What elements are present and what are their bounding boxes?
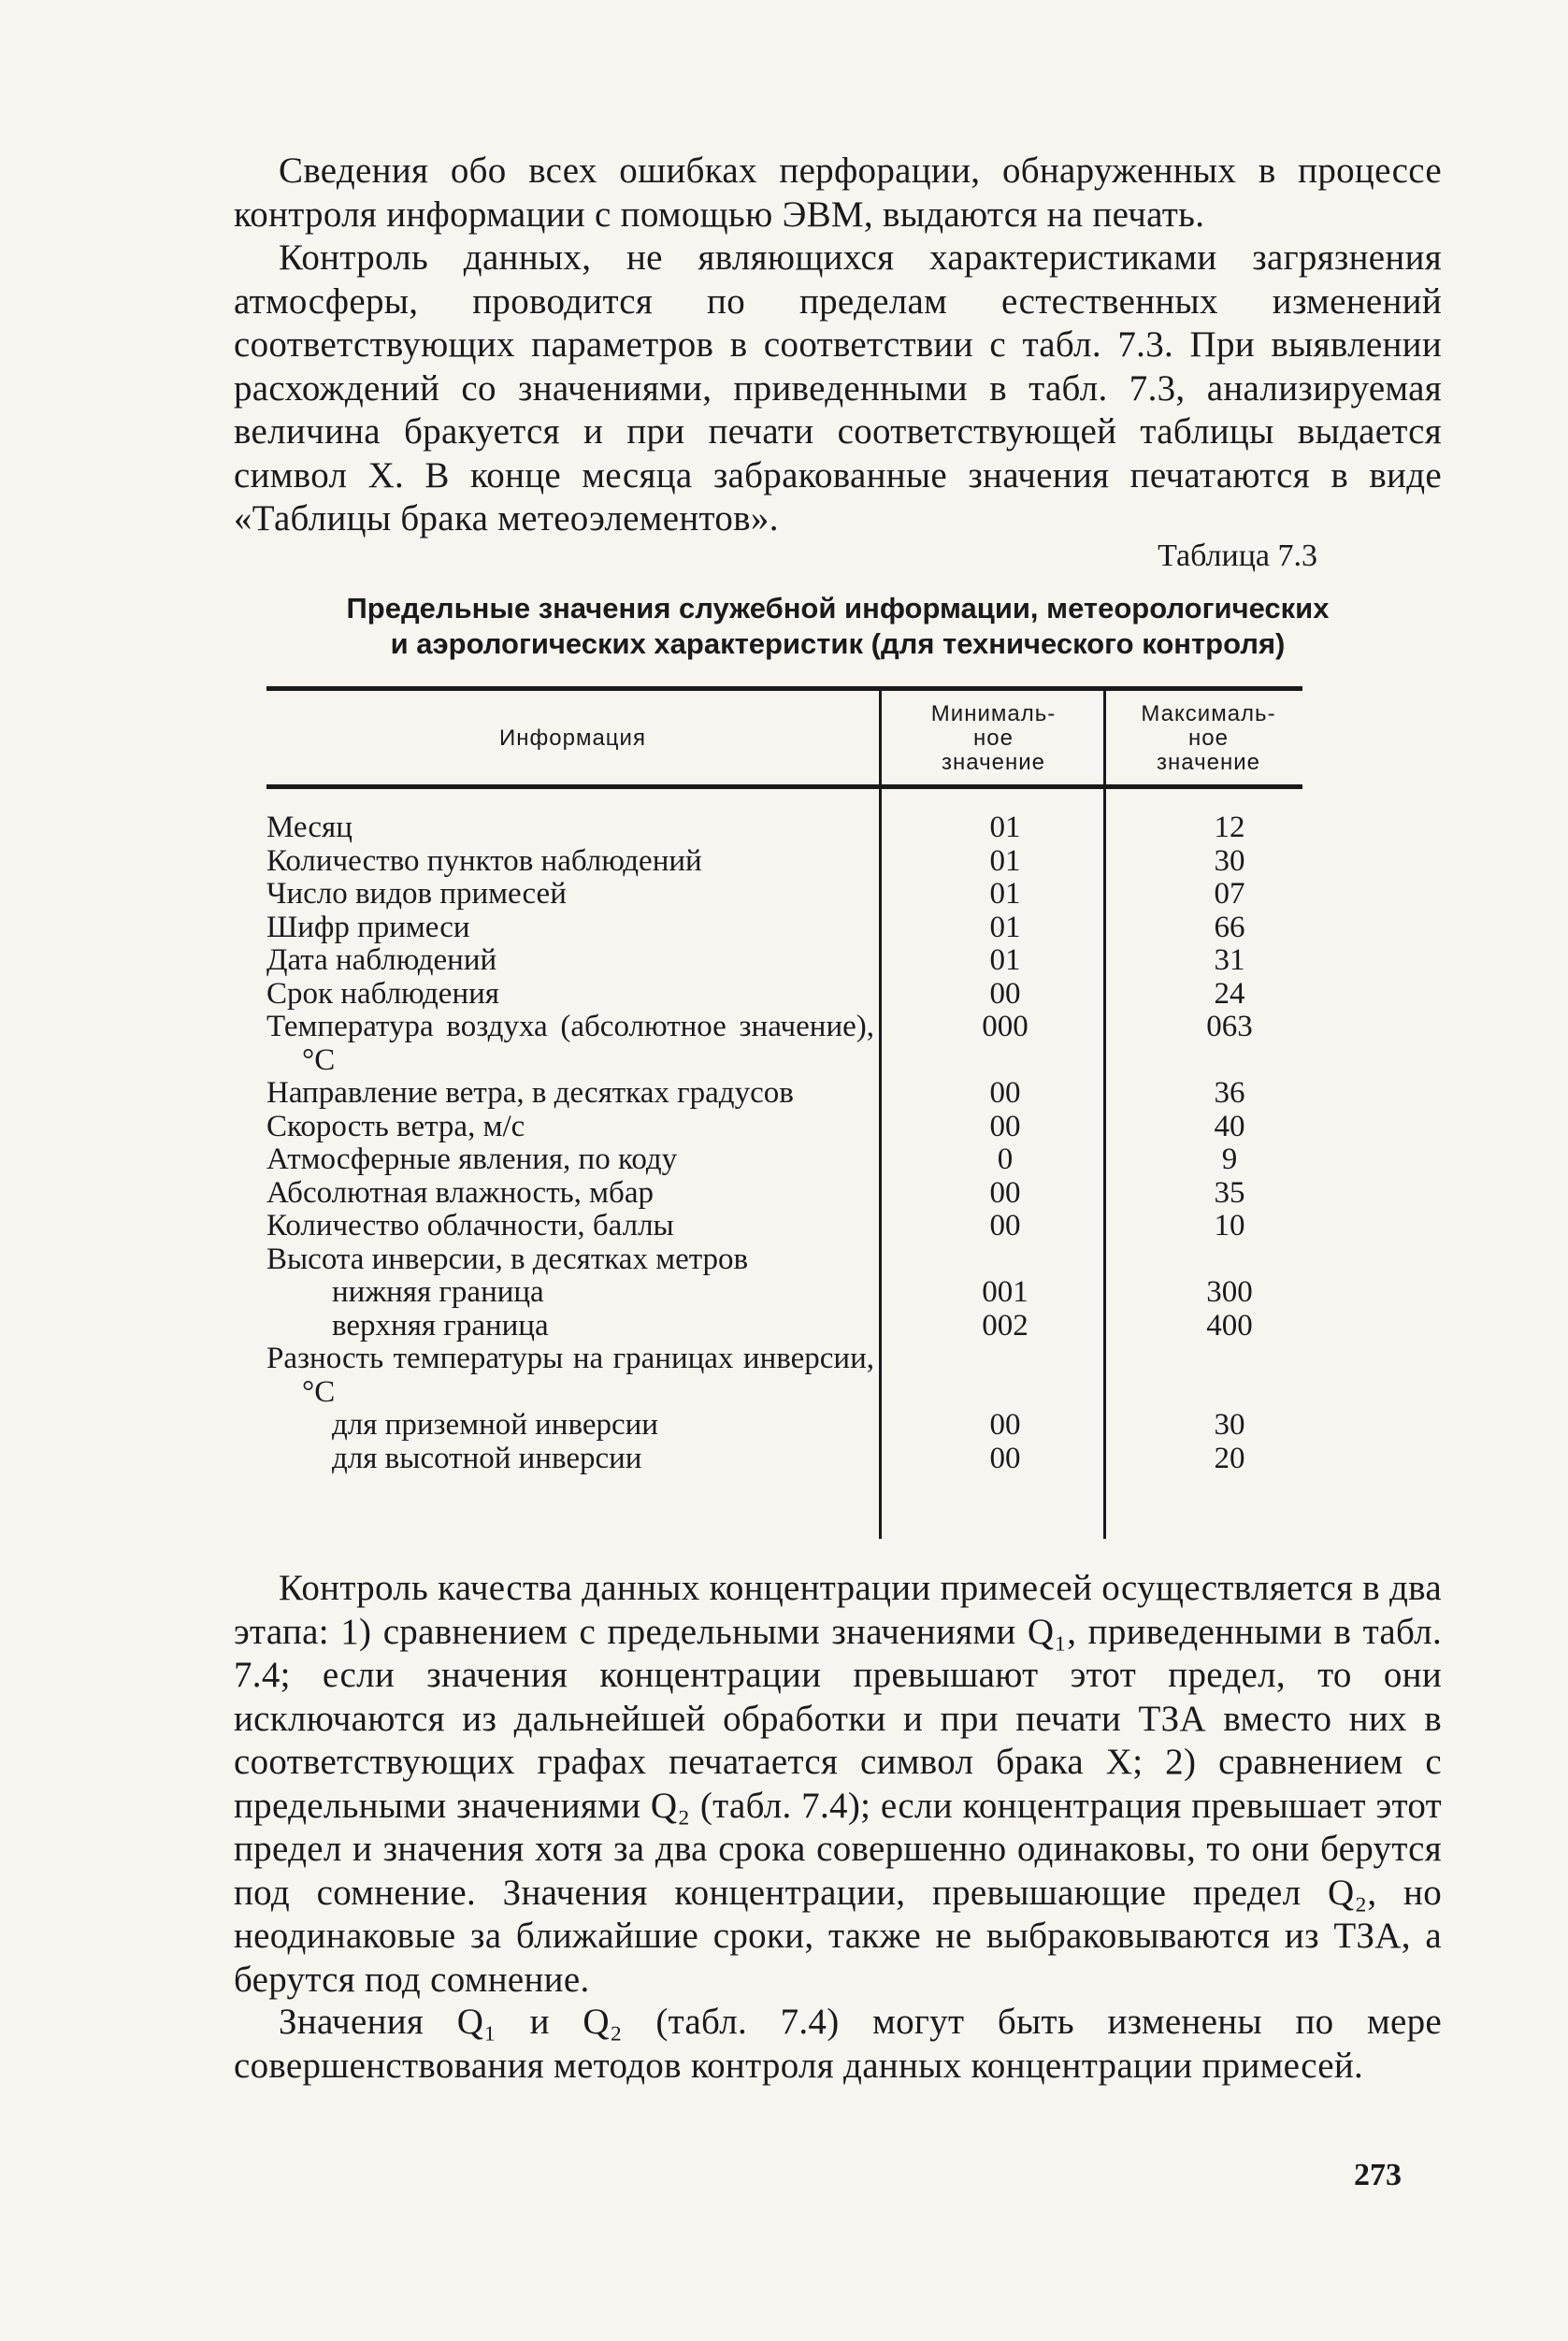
- row-min: 00: [989, 1175, 1021, 1210]
- row-min: 00: [989, 1209, 1021, 1242]
- paragraph-q-values: Значения Q₁ и Q₂ (табл. 7.4) могут быть изменены по мере совершенствования методов контроля данных концентрации примесей.: [234, 2002, 1442, 2086]
- header-info: Информация: [499, 725, 646, 751]
- row-max: 12: [1214, 811, 1245, 844]
- row-min: 00: [989, 1441, 1021, 1475]
- row-max: 30: [1214, 843, 1245, 878]
- table-row: [266, 944, 1302, 978]
- row-max: 40: [1214, 1109, 1245, 1143]
- table-row: [266, 1111, 1302, 1144]
- row-info: Число видов примесей: [266, 877, 567, 911]
- paragraph-concentration-control: Контроль качества данных концентрации примесей осуществляется в два этапа: 1) сравнением с предельными значениями Q₁, приведенными в табл. 7.4; если значения концентрации превышают этот предел, то они исключаются из дальнейшей обработки и при печати ТЗА вместо них в соответствующих графах печатается символ брака X; 2) сравнением с предельными значениями Q₂ (табл. 7.4); если концентрация превышает этот предел и значения хотя за два срока совершенно одинаковы, то они берутся под сомнение. Значения концентрации, превышающие предел Q₂, но неодинаковые за ближайшие сроки, также не выбраковываются из ТЗА, а берутся под сомнение.: [234, 1568, 1442, 2000]
- row-max: 30: [1214, 1408, 1245, 1442]
- table-top-rule: [266, 686, 1302, 691]
- row-info: Атмосферные явления, по коду: [266, 1142, 678, 1176]
- row-max: 300: [1206, 1275, 1253, 1309]
- header-max-text: Максималь-ное значение: [1141, 701, 1276, 775]
- table-row: [266, 1011, 1302, 1077]
- row-max: 20: [1214, 1441, 1245, 1475]
- row-min: 01: [989, 843, 1021, 878]
- row-info: Дата наблюдений: [266, 943, 497, 977]
- row-info: для приземной инверсии: [332, 1408, 658, 1442]
- header-max: [1113, 696, 1304, 782]
- table-row: [266, 1177, 1302, 1211]
- row-min: 00: [989, 1109, 1021, 1143]
- row-info: Срок наблюдения: [266, 976, 499, 1011]
- table-row: [266, 845, 1302, 879]
- table-row: [266, 978, 1302, 1012]
- row-info: Температура воздуха (абсолютное значение), °С: [266, 1010, 874, 1077]
- row-max: 36: [1214, 1076, 1245, 1110]
- page-number: 273: [1354, 2158, 1402, 2192]
- row-info: Шифр примеси: [266, 910, 470, 944]
- row-info: верхняя граница: [332, 1308, 549, 1343]
- table-row: [266, 878, 1302, 912]
- row-min: 00: [989, 976, 1021, 1011]
- row-info: Количество пунктов наблюдений: [266, 843, 702, 878]
- row-min: 01: [989, 811, 1021, 844]
- row-max: 400: [1206, 1308, 1253, 1343]
- row-min: 002: [982, 1308, 1029, 1343]
- row-max: 24: [1214, 976, 1245, 1011]
- row-min: 000: [982, 1010, 1029, 1043]
- row-info: Разность температуры на границах инверсии, °С: [266, 1342, 874, 1409]
- table-row: [266, 1276, 1302, 1310]
- table-body: [266, 811, 1302, 1475]
- row-info: Скорость ветра, м/с: [266, 1109, 525, 1143]
- row-max: 9: [1221, 1142, 1238, 1176]
- row-max: 66: [1214, 910, 1245, 944]
- row-min: 00: [989, 1408, 1021, 1442]
- table-title-line-2: и аэрологических характеристик (для технического контроля): [390, 627, 1286, 660]
- row-info: Абсолютная влажность, мбар: [266, 1175, 654, 1210]
- row-info: Направление ветра, в десятках градусов: [266, 1076, 794, 1110]
- row-max: 31: [1214, 943, 1245, 977]
- table-title-line-1: Предельные значения служебной информации, метеорологических: [346, 592, 1330, 625]
- table-row: [266, 1343, 1302, 1409]
- row-info: Количество облачности, баллы: [266, 1209, 674, 1242]
- row-info: для высотной инверсии: [332, 1441, 642, 1475]
- row-min: 01: [989, 943, 1021, 977]
- table-row: [266, 1409, 1302, 1443]
- row-min: 001: [982, 1275, 1029, 1309]
- row-min: 00: [989, 1076, 1021, 1110]
- table-label: Таблица 7.3: [1158, 539, 1317, 573]
- row-max: 07: [1214, 877, 1245, 911]
- row-max: 35: [1214, 1175, 1245, 1210]
- table-row: [266, 1243, 1302, 1277]
- row-info: нижняя граница: [332, 1275, 544, 1309]
- table-row: [266, 1210, 1302, 1243]
- paragraph-data-control: Контроль данных, не являющихся характеристиками загрязнения атмосферы, проводится по пределам естественных изменений соответствующих параметров в соответствии с табл. 7.3. При выявлении расхождений со значениями, приведенными в табл. 7.3, анализируемая величина бракуется и при печати соответствующей таблицы выдается символ X. В конце месяца забракованные значения печатаются в виде «Таблицы брака метеоэлементов».: [234, 237, 1442, 539]
- header-min-text: Минималь-ное значение: [930, 701, 1057, 775]
- limits-table: [266, 686, 1302, 1539]
- table-row: [266, 811, 1302, 845]
- table-row: [266, 1143, 1302, 1177]
- row-min: 01: [989, 910, 1021, 944]
- table-row: [266, 1310, 1302, 1343]
- table-header-rule: [266, 784, 1302, 789]
- table-row: [266, 1077, 1302, 1111]
- table-row: [266, 1443, 1302, 1476]
- header-min: [888, 696, 1099, 782]
- row-info: Месяц: [266, 811, 352, 844]
- row-min: 0: [997, 1142, 1014, 1176]
- row-max: 063: [1206, 1010, 1253, 1043]
- table-title: [234, 591, 1442, 662]
- table-row: [266, 912, 1302, 945]
- row-min: 01: [989, 877, 1021, 911]
- paragraph-perforation-errors: Сведения обо всех ошибках перфорации, обнаруженных в процессе контроля информации с помощью ЭВМ, выдаются на печать.: [234, 151, 1442, 235]
- row-info: Высота инверсии, в десятках метров: [266, 1242, 749, 1276]
- row-max: 10: [1214, 1209, 1245, 1242]
